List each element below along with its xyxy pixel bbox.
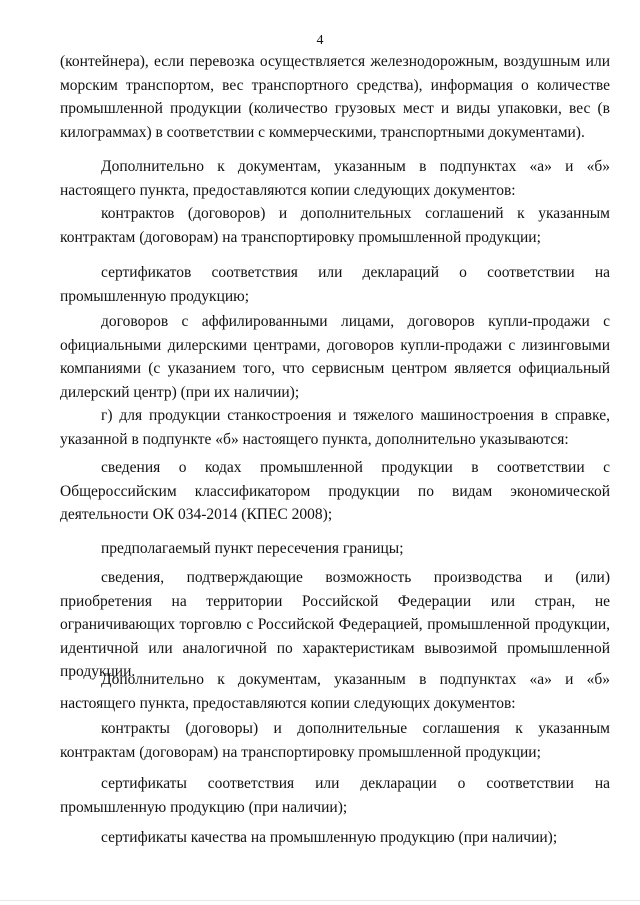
paragraph-contracts-2: контракты (договоры) и дополнительные соглашения к указанным контрактам (договорам) на транспортировку промышленной продукции;	[60, 720, 610, 761]
paragraph-border-point: предполагаемый пункт пересечения границы;	[101, 540, 404, 557]
paragraph-certificates-2: сертификаты соответствия или декларации о соответствии на промышленную продукцию (при наличии);	[60, 775, 610, 816]
paragraph-additional-documents-2: Дополнительно к документам, указанным в подпунктах «а» и «б» настоящего пункта, предоставляются копии следующих документов:	[60, 671, 610, 712]
paragraph-product-codes: сведения о кодах промышленной продукции в соответствии с Общероссийским классификатором продукции по видам экономической деятельности ОК 034-2014 (КПЕС 2008);	[60, 459, 610, 524]
paragraph-additional-documents: Дополнительно к документам, указанным в подпунктах «а» и «б» настоящего пункта, предоставляются копии следующих документов:	[60, 158, 610, 199]
paragraph-item-g: г) для продукции станкостроения и тяжелого машиностроения в справке, указанной в подпункте «б» настоящего пункта, дополнительно указываются:	[60, 407, 610, 448]
page-bottom-edge	[0, 900, 640, 901]
paragraph-continuation: (контейнера), если перевозка осуществляется железнодорожным, воздушным или морским транспортом, вес транспортного средства), информация о количестве промышленной продукции (количество грузовых мест и виды упаковки, вес (в килограммах) в соответствии с коммерческими, транспортными документами).	[60, 53, 610, 141]
paragraph-contracts: контрактов (договоров) и дополнительных соглашений к указанным контрактам (договорам) на транспортировку промышленной продукции;	[60, 205, 610, 246]
paragraph-certificates: сертификатов соответствия или деклараций о соответствии на промышленную продукцию;	[60, 264, 610, 305]
paragraph-agreements: договоров с аффилированными лицами, договоров купли-продажи с официальными дилерскими центрами, договоров купли-продажи с лизинговыми компаниями (с указанием того, что сервисным центром является официальный дилерский центр) (при их наличии);	[60, 313, 610, 401]
paragraph-production-evidence: сведения, подтверждающие возможность производства и (или) приобретения на территории Российской Федерации или стран, не ограничивающих торговлю с Российской Федерацией, промышленной продукции, идентичной или аналогичной по характеристикам вывозимой промышленной продукции.	[60, 569, 610, 681]
paragraph-quality-certificates: сертификаты качества на промышленную продукцию (при наличии);	[101, 829, 558, 846]
page-number: 4	[316, 33, 324, 48]
